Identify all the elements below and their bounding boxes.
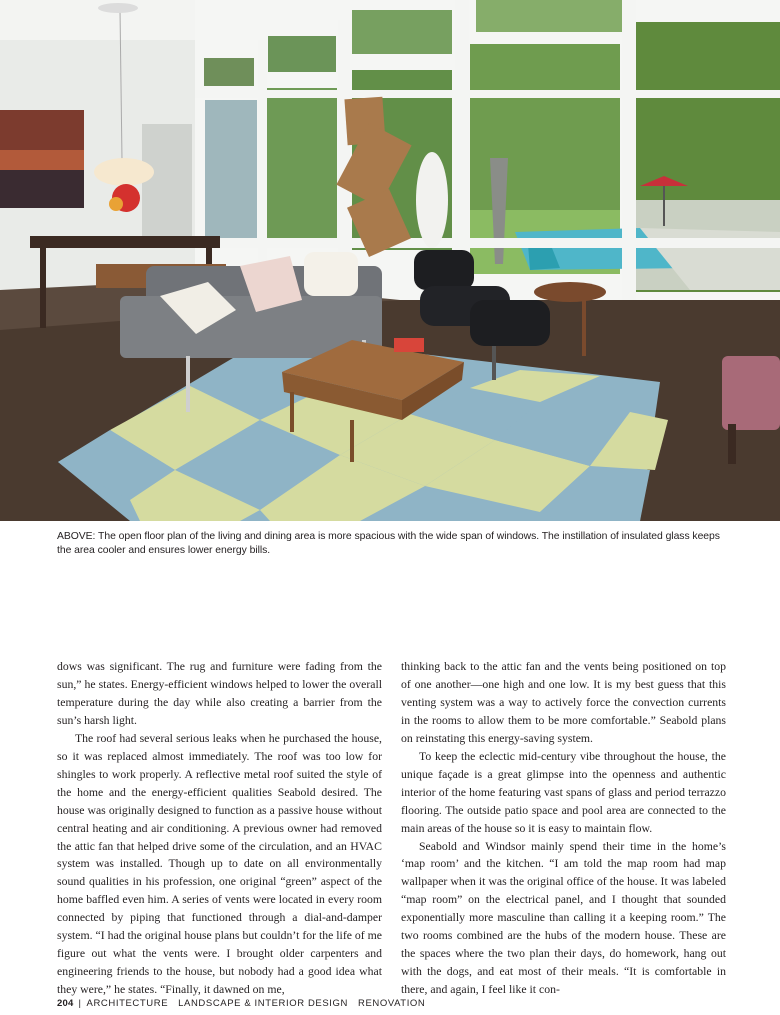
page-footer: 204 | ARCHITECTURE LANDSCAPE & INTERIOR DESIGN RENOVATION [57,998,426,1009]
paragraph: Seabold and Windsor mainly spend their time in the home’s ‘map room’ and the kitchen. “I am told the map room had map wallpaper when it was the original office of the house. It was labeled “map room” on the electrical panel, and I thought that sounded exponentially more masculine than calling it a keeping room.” The two rooms combined are the hubs of the modern house. These are the spaces where the two plan their days, do homework, hang out with the dogs, and eat most of their meals. “It is comfortable in there, and again, I feel like it con- [401,839,726,997]
footer-section-landscape: LANDSCAPE & INTERIOR DESIGN [178,998,348,1009]
article-column-left [57,658,382,999]
paragraph: thinking back to the attic fan and the vents being positioned on top of one another—one high and one low. It is my best guess that this venting system was a way to actively force the convection currents in the rooms to allow them to be more comfortable.” Seabold plans on reinstating this energy-saving system. [401,660,726,745]
footer-section-architecture: ARCHITECTURE [86,998,169,1009]
paragraph: To keep the eclectic mid-century vibe throughout the house, the unique façade is a great glimpse into the openness and authentic interior of the home featuring vast spans of glass and period terrazzo flooring. The outside patio space and pool area are connected to the main areas of the house so it is easy to maintain flow. [401,749,726,835]
pendant-lamp [94,158,154,186]
page-number: 204 [57,998,74,1009]
paragraph: The roof had several serious leaks when he purchased the house, so it was replaced almost immediately. The roof was too low for shingles to work properly. A reflective metal roof suited the style of the home and the energy-efficient qualities Seabold desired. The house was originally designed to function as a passive house without central heating and air conditioning. A previous owner had removed the attic fan that helped drive some of the circulation, and an HVAC system was installed. Though up to date on all environmentally sound qualities in his profession, one original “green” aspect of the home baffled even him. A series of vents were located in every room connected by piping that functioned through a dial-and-damper system. “I had the original house plans but couldn’t for the life of me figure out what the vents were. I brought older carpenters and engineering friends to the house, but nobody had a good idea what they were,” he states. “Finally, it dawned on me, [57,731,382,997]
photo-caption: ABOVE: The open floor plan of the living and dining area is more spacious with the wide span of windows. The instillation of insulated glass keeps the area cooler and ensures lower energy bills. [57,531,720,556]
article-column-right [401,658,726,999]
doorway [142,124,192,244]
floor-lamp [416,152,448,248]
throw-pillow [304,252,358,296]
footer-section-renovation: RENOVATION [357,998,426,1009]
paragraph: dows was significant. The rug and furniture were fading from the sun,” he states. Energy-efficient windows helped to lower the overall temperature during the day while also creating a barrier from the sun’s harsh light. [57,660,382,727]
patterned-ottoman [722,356,780,430]
side-table [534,282,606,302]
dining-table [30,236,220,248]
